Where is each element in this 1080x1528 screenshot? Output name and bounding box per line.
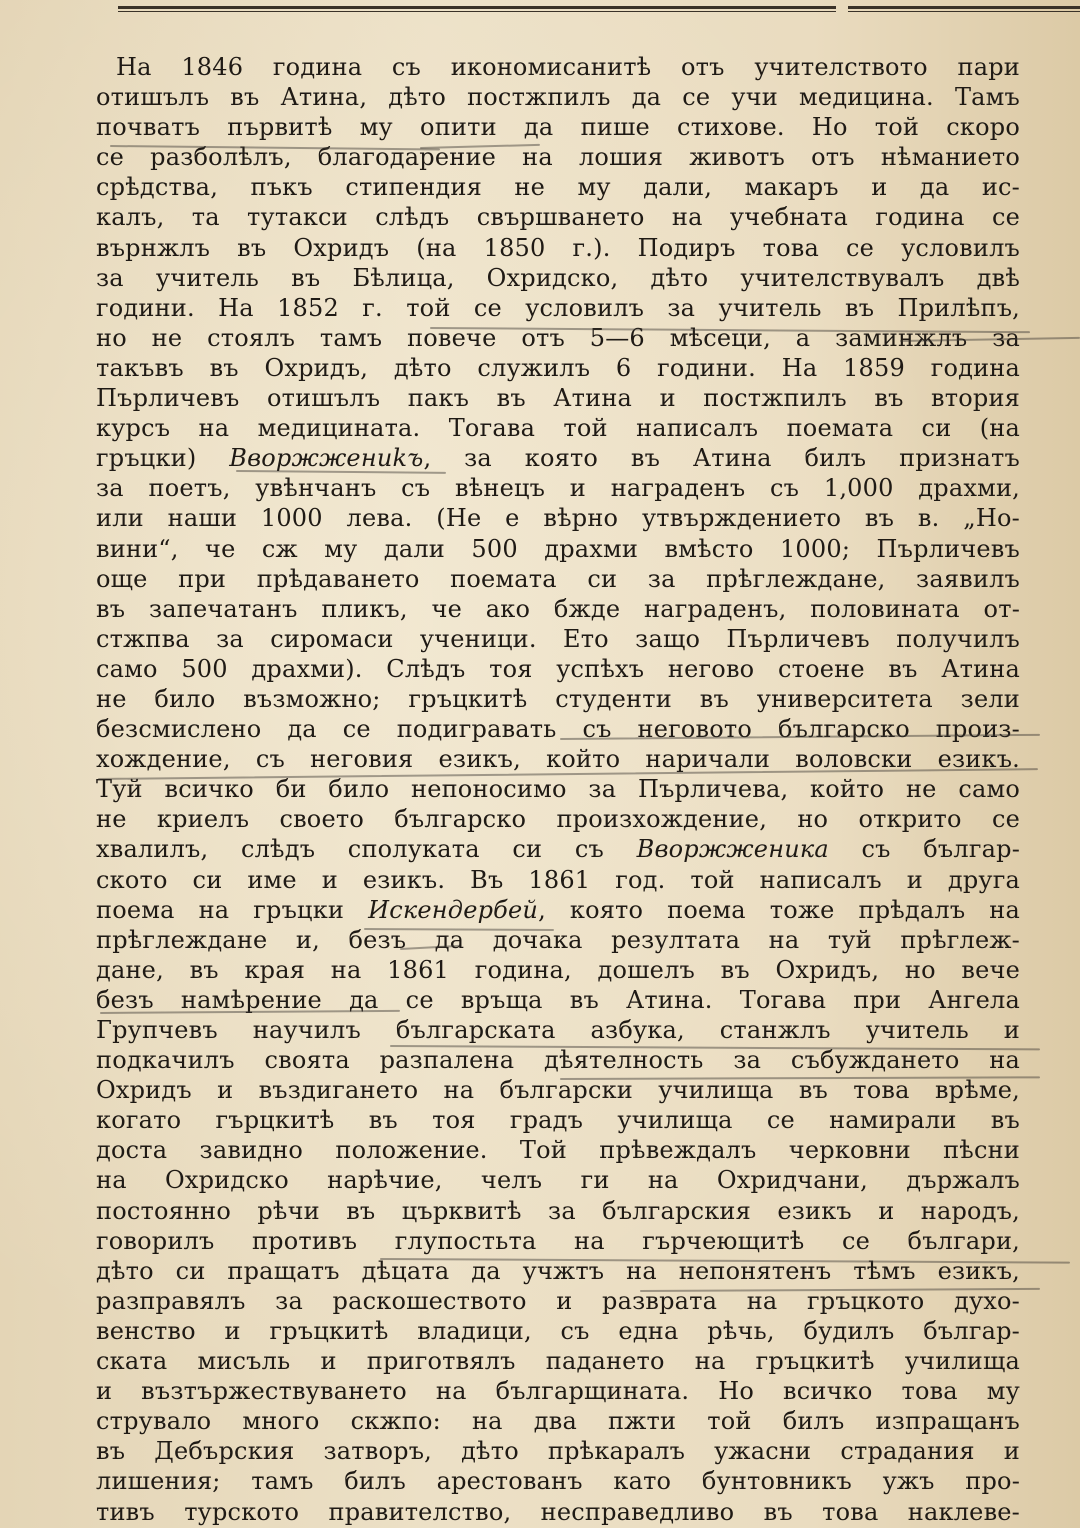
text-line: въ Дебърския затворъ, дѣто прѣкаралъ ужасни страдания и xyxy=(96,1437,1020,1466)
text-line: поема на гръцки Искендербей, която поема тоже прѣдалъ на xyxy=(96,895,1020,924)
text-line: отишълъ въ Атина, дѣто постжпилъ да се учи медицина. Тамъ xyxy=(96,83,1020,112)
text-line: срѣдства, пъкъ стипендия не му дали, макаръ и да ис- xyxy=(96,173,1020,202)
text-line: за поетъ, увѣнчанъ съ вѣнецъ и награденъ съ 1,000 драхми, xyxy=(96,474,1020,503)
text-line: калъ, та тутакси слѣдъ свършването на учебната година се xyxy=(96,203,1020,232)
text-line: хождение, съ неговия езикъ, който наричали воловски езикъ. xyxy=(96,745,1020,774)
text-line: не било възможно; гръцкитѣ студенти въ университета зели xyxy=(96,684,1020,713)
text-line: въ запечатанъ пликъ, че ако бжде награденъ, половината от- xyxy=(96,594,1020,623)
text-line: за учитель въ Бѣлица, Охридско, дѣто учителствувалъ двѣ xyxy=(96,263,1020,292)
text-line: говорилъ противъ глупостьта на гърчеющитѣ се българи, xyxy=(96,1226,1020,1255)
text-line: когато гърцкитѣ въ тоя градъ училища се намирали въ xyxy=(96,1106,1020,1135)
text-line: прѣглеждане и, безъ да дочака резултата на туй прѣглеж- xyxy=(96,925,1020,954)
text-line: стжпва за сиромаси ученици. Ето защо Пърличевъ получилъ xyxy=(96,624,1020,653)
text-line: Туй всичко би било непоносимо за Пърличева, който не само xyxy=(96,775,1020,804)
text-line: или наши 1000 лева. (Не е вѣрно утвърждението въ в. „Но- xyxy=(96,504,1020,533)
text-line: години. На 1852 г. той се условилъ за учитель въ Прилѣпъ, xyxy=(96,293,1020,322)
text-line: хвалилъ, слѣдъ сполуката си съ Ввоpжженика съ българ- xyxy=(96,835,1020,864)
text-line: Пърличевъ отишълъ пакъ въ Атина и постжпилъ въ втория xyxy=(96,384,1020,413)
text-line: дане, въ края на 1861 година, дошелъ въ Охридъ, но вече xyxy=(96,955,1020,984)
text-line: дѣто си пращатъ дѣцата да учжтъ на непонятенъ тѣмъ езикъ, xyxy=(96,1256,1020,1285)
text-line: подкачилъ своята разпалена дѣятелность за събуждането на xyxy=(96,1046,1020,1075)
text-line: ското си име и езикъ. Въ 1861 год. той написалъ и друга xyxy=(96,865,1020,894)
text-line: не криелъ своето българско произхождение, но открито се xyxy=(96,805,1020,834)
body-text xyxy=(96,52,1020,1527)
text-line: и възтържествуването на българщината. Но всичко това му xyxy=(96,1377,1020,1406)
text-line: се разболѣлъ, благодарение на лошия животъ отъ нѣманието xyxy=(96,143,1020,172)
text-line: такъвъ въ Охридъ, дѣто служилъ 6 години. На 1859 година xyxy=(96,353,1020,382)
text-line: ската мисъль и приготвялъ падането на гръцкитѣ училища xyxy=(96,1347,1020,1376)
text-line: тивъ турското правителство, несправедливо въ това наклеве- xyxy=(96,1497,1020,1526)
text-line: още при прѣдаването поемата си за прѣглеждане, заявилъ xyxy=(96,564,1020,593)
text-line: само 500 драхми). Слѣдъ тоя успѣхъ негово стоене въ Атина xyxy=(96,654,1020,683)
header-rule-main xyxy=(118,6,836,12)
text-line: разправялъ за раскошеството и разврата на гръцкото духо- xyxy=(96,1286,1020,1315)
text-line: вини“, че сж му дали 500 драхми вмѣсто 1000; Пърличевъ xyxy=(96,534,1020,563)
text-line: венство и гръцкитѣ владици, съ една рѣчь, будилъ българ- xyxy=(96,1316,1020,1345)
text-line: гръцки) Ввоpжжениkъ, за която въ Атина билъ признатъ xyxy=(96,444,1020,473)
text-line: струвало много скжпо: на два пжти той билъ изпращанъ xyxy=(96,1407,1020,1436)
text-line: безсмислено да се подигравать съ неговото българско произ- xyxy=(96,715,1020,744)
text-line: безъ намѣрение да се връща въ Атина. Тогава при Ангела xyxy=(96,985,1020,1014)
text-line: Групчевъ научилъ българската азбука, станжлъ учитель и xyxy=(96,1016,1020,1044)
text-line: На 1846 година съ икономисанитѣ отъ учителството пари xyxy=(116,53,1020,81)
text-line: Охридъ и въздигането на български училища въ това врѣме, xyxy=(96,1076,1020,1105)
text-line: но не стоялъ тамъ повече отъ 5—6 мѣсеци, а заминжлъ за xyxy=(96,323,1020,352)
text-line: на Охридско нарѣчие, челъ ги на Охридчани, държалъ xyxy=(96,1166,1020,1195)
text-line: курсъ на медицината. Тогава той написалъ поемата си (на xyxy=(96,414,1020,443)
text-line: постоянно рѣчи въ църквитѣ за българския езикъ и народъ, xyxy=(96,1196,1020,1225)
text-line: лишения; тамъ билъ арестованъ като бунтовникъ ужъ про- xyxy=(96,1467,1020,1496)
text-line: почватъ първитѣ му опити да пише стихове. Но той скоро xyxy=(96,113,1020,142)
text-line: доста завидно положение. Той прѣвеждалъ черковни пѣсни xyxy=(96,1136,1020,1165)
header-rule-side xyxy=(848,6,1080,12)
text-line: върнжлъ въ Охридъ (на 1850 г.). Подиръ това се условилъ xyxy=(96,233,1020,262)
